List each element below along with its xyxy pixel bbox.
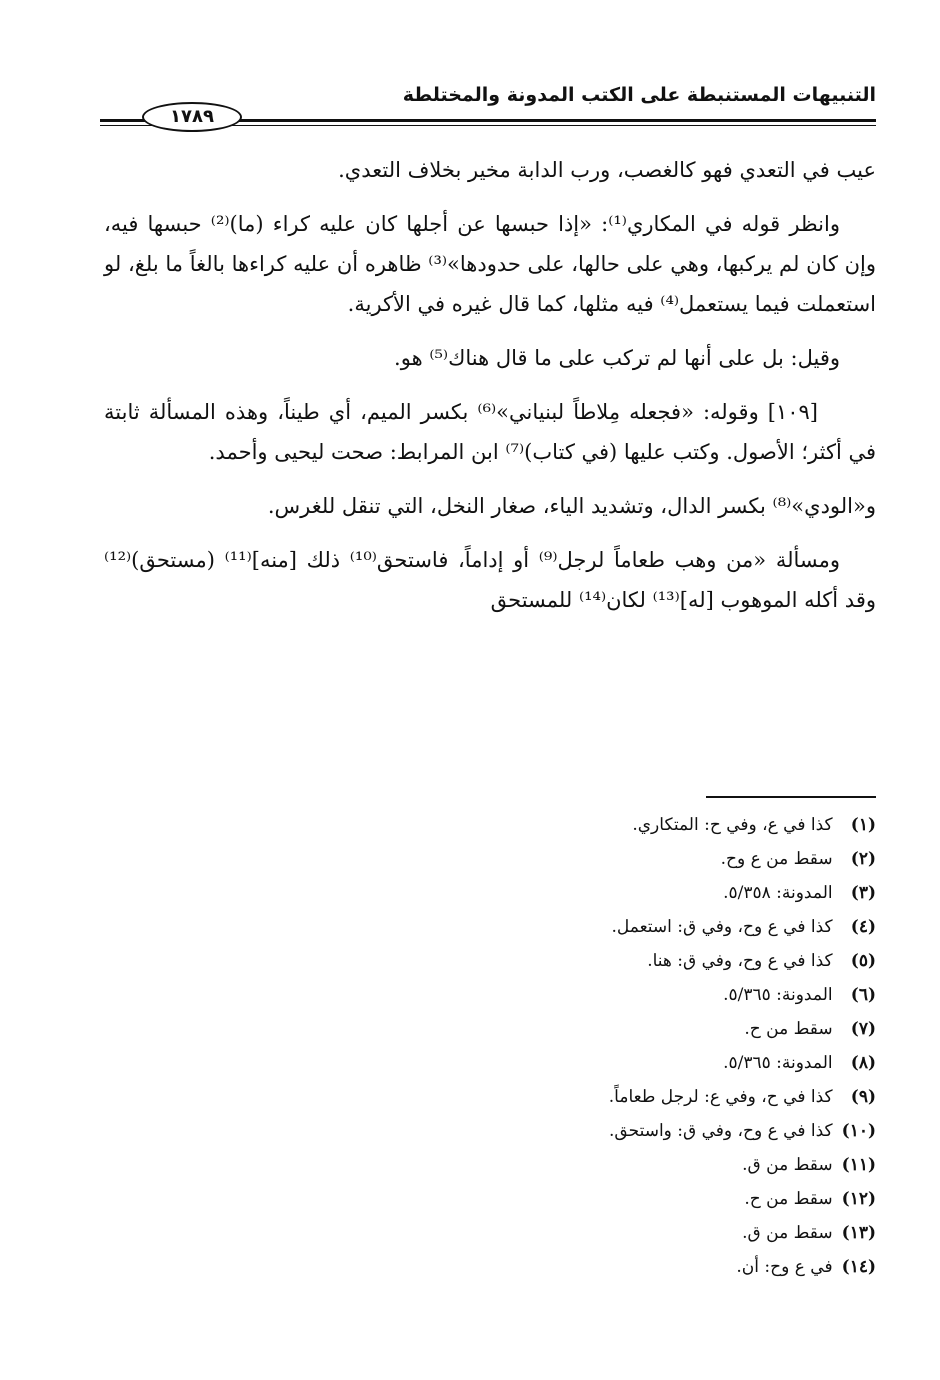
footnote-item	[104, 808, 876, 842]
paragraph: وانظر قوله في المكاري⁽¹⁾: «إذا حبسها عن أجلها كان عليه كراء (ما)⁽²⁾ حبسها فيه، وإن كان لم يركبها، وهي على حالها، على حدودها»⁽³⁾ ظاهره أن عليه كراءها بالغاً ما بلغ، لو استعملت فيما يستعمل⁽⁴⁾ فيه مثلها، كما قال غيره في الأكرية.	[104, 212, 876, 316]
footnote-item	[104, 944, 876, 978]
footnote-text: المدونة: ٥/٣٦٥.	[723, 985, 833, 1005]
footnote-separator	[706, 796, 876, 798]
footnote-number: (١٢)	[841, 1189, 876, 1209]
footnote-number: (٨)	[850, 1053, 876, 1073]
footnote-text: المدونة: ٥/٣٦٥.	[723, 1053, 833, 1073]
footnote-text: سقط من ع وح.	[720, 849, 833, 869]
paragraph: ومسألة «من وهب طعاماً لرجل⁽⁹⁾ أو إداماً، فاستحق⁽¹⁰⁾ ذلك [منه]⁽¹¹⁾ (مستحق)⁽¹²⁾ وقد أكله الموهوب [له]⁽¹³⁾ لكان⁽¹⁴⁾ للمستحق	[104, 548, 876, 612]
footnote-text: في ع وح: أن.	[736, 1257, 833, 1277]
footnote-item	[104, 842, 876, 876]
footnote-number: (٧)	[850, 1019, 876, 1039]
footnote-text: سقط من ق.	[742, 1155, 833, 1175]
footnote-item	[104, 1046, 876, 1080]
footnote-item	[104, 1080, 876, 1114]
footnote-item	[104, 910, 876, 944]
footnote-text: المدونة: ٥/٣٥٨.	[723, 883, 833, 903]
footnote-item	[104, 876, 876, 910]
footnote-item	[104, 1148, 876, 1182]
footnote-text: سقط من ق.	[742, 1223, 833, 1243]
footnote-text: كذا في ع، وفي ح: المتكاري.	[632, 815, 833, 835]
footnote-item	[104, 1012, 876, 1046]
footnote-number: (١٣)	[841, 1223, 876, 1243]
footnote-text: كذا في ع وح، وفي ق: استعمل.	[611, 917, 833, 937]
running-title: التنبيهات المستنبطة على الكتب المدونة والمختلطة	[402, 84, 876, 106]
footnote-item	[104, 978, 876, 1012]
footnote-text: كذا في ح، وفي ع: لرجل طعاماً.	[608, 1087, 833, 1107]
footnote-number: (٥)	[850, 951, 876, 971]
footnote-text: كذا في ع وح، وفي ق: واستحق.	[609, 1121, 833, 1141]
footnote-text: سقط من ح.	[744, 1189, 833, 1209]
footnote-number: (١)	[850, 815, 876, 835]
paragraph: وقيل: بل على أنها لم تركب على ما قال هناك⁽⁵⁾ هو.	[394, 346, 840, 370]
footnotes-list	[104, 808, 876, 1284]
page-number-badge: ١٧٨٩	[142, 102, 242, 132]
footnote-text: سقط من ح.	[744, 1019, 833, 1039]
footnote-item	[104, 1182, 876, 1216]
paragraph: عيب في التعدي فهو كالغصب، ورب الدابة مخير بخلاف التعدي.	[338, 158, 876, 182]
footnote-number: (٩)	[850, 1087, 876, 1107]
footnote-number: (٦)	[850, 985, 876, 1005]
footnote-number: (٢)	[850, 849, 876, 869]
footnote-item	[104, 1216, 876, 1250]
footnote-number: (١٤)	[841, 1257, 876, 1277]
paragraph: و«الودي»⁽⁸⁾ بكسر الدال، وتشديد الياء، صغار النخل، التي تنقل للغرس.	[267, 494, 876, 518]
main-text	[104, 150, 876, 634]
footnote-text: كذا في ع وح، وفي ق: هنا.	[647, 951, 833, 971]
footnote-item	[104, 1114, 876, 1148]
page-header	[100, 78, 876, 130]
footnote-number: (١٠)	[841, 1121, 876, 1141]
footnote-number: (٤)	[850, 917, 876, 937]
footnote-number: (١١)	[841, 1155, 876, 1175]
footnote-item	[104, 1250, 876, 1284]
paragraph: [١٠٩] وقوله: «فجعله مِلاطاً لبنياني»⁽⁶⁾ بكسر الميم، أي طيناً، وهذه المسألة ثابتة في أكثر؛ الأصول. وكتب عليها (في كتاب)⁽⁷⁾ ابن المرابط: صحت ليحيى وأحمد.	[104, 400, 876, 464]
footnote-number: (٣)	[850, 883, 876, 903]
